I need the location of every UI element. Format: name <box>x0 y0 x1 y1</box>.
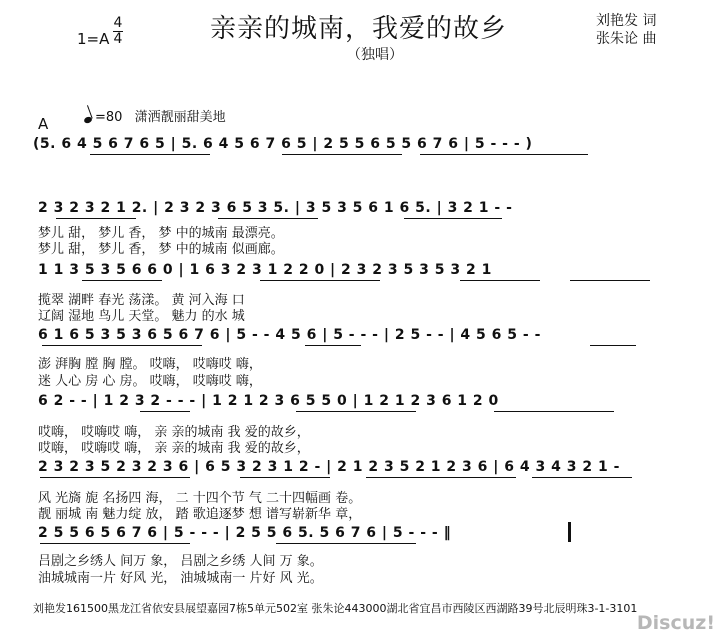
tempo-bpm: =80 <box>95 110 123 125</box>
lyric-line-3b: 辽阔 湿地 鸟儿 天堂。 魅力 的水 城 <box>38 309 245 324</box>
staff-line-7: 2 5 5 6 5 6 7 6 | 5 - - - | 2 5 5 6 5. 5 6 7 6 | 5 - - - ‖ <box>38 525 452 541</box>
staff-line-4: 6 1 6 5 3 5 3 6 5 6 7 6 | 5 - - 4 5 6 | 5 - - - | 2 5 - - | 4 5 6 5 - - <box>38 327 541 343</box>
lyric-line-7a: 吕剧之乡绣人 间万 象， 吕剧之乡绣 人间 万 象。 <box>38 554 323 569</box>
lyric-line-2b: 梦儿 甜， 梦儿 香， 梦 中的城南 似画廊。 <box>38 242 284 257</box>
lyric-line-2a: 梦儿 甜， 梦儿 香， 梦 中的城南 最漂亮。 <box>38 226 284 241</box>
staff-line-2: 2 3 2 3 2 1 2. | 2 3 2 3 6 5 3 5. | 3 5 3 5 6 1 6 5. | 3 2 1 - - <box>38 200 513 216</box>
meter-top: 4 <box>113 15 123 31</box>
composer-credit: 张朱论 曲 <box>596 31 657 47</box>
lyric-line-6a: 风 光旖 旎 名扬四 海， 二 十四个节 气 二十四幅画 卷。 <box>38 491 362 506</box>
lyric-line-5b: 哎嗨， 哎嗨哎 嗨， 亲 亲的城南 我 爱的故乡， <box>38 441 310 456</box>
watermark-logo: Discuz! <box>636 612 715 634</box>
staff-line-3: 1 1 3 5 3 5 6 6 0 | 1 6 3 2 3 1 2 2 0 | 2 3 2 3 5 3 5 3 2 1 <box>38 262 492 278</box>
lyric-line-4b: 迷 人心 房 心 房。 哎嗨， 哎嗨哎 嗨， <box>38 374 262 389</box>
lyric-line-7b: 油城城南一片 好风 光， 油城城南一 片好 风 光。 <box>38 571 323 586</box>
lyric-line-4a: 澎 湃胸 膛 胸 膛。 哎嗨， 哎嗨哎 嗨， <box>38 357 262 372</box>
expression-mark: 潇洒靓丽甜美地 <box>134 110 226 125</box>
lyric-line-6b: 靓 丽城 南 魅力绽 放， 踏 歌追逐梦 想 谱写崭新华 章， <box>38 507 362 522</box>
time-signature <box>113 16 123 47</box>
staff-line-1: (5. 6 4 5 6 7 6 5 | 5. 6 4 5 6 7 6 5 | 2 5 5 6 5 5 6 7 6 | 5 - - - ) <box>33 136 533 152</box>
lyric-line-3a: 揽翠 湖畔 春光 荡漾。 黄 河入海 口 <box>38 293 245 308</box>
subtitle: （独唱） <box>347 47 403 63</box>
contact-footer: 刘艳发161500黑龙江省依安县展望嘉园7栋5单元502室 张朱论443000湖北省宜昌市西陵区西湖路39号北辰明珠3-1-3101 <box>33 602 638 615</box>
lyric-line-5a: 哎嗨， 哎嗨哎 嗨， 亲 亲的城南 我 爱的故乡， <box>38 425 310 440</box>
lyricist-credit: 刘艳发 词 <box>596 13 657 29</box>
page-title: 亲亲的城南，我爱的故乡 <box>210 14 508 44</box>
section-label: A <box>38 115 49 133</box>
quarter-note-icon <box>83 116 93 124</box>
staff-line-6: 2 3 2 3 5 2 3 2 3 6 | 6 5 3 2 3 1 2 - | 2 1 2 3 5 2 1 2 3 6 | 6 4 3 4 3 2 1 - <box>38 459 620 475</box>
staff-line-5: 6 2 - - | 1 2 3 2 - - - | 1 2 1 2 3 6 5 5 0 | 1 2 1 2 3 6 1 2 0 <box>38 393 499 409</box>
meter-bottom: 4 <box>113 31 123 47</box>
key-signature: 1=A <box>77 30 110 48</box>
tempo-marking <box>84 106 226 125</box>
